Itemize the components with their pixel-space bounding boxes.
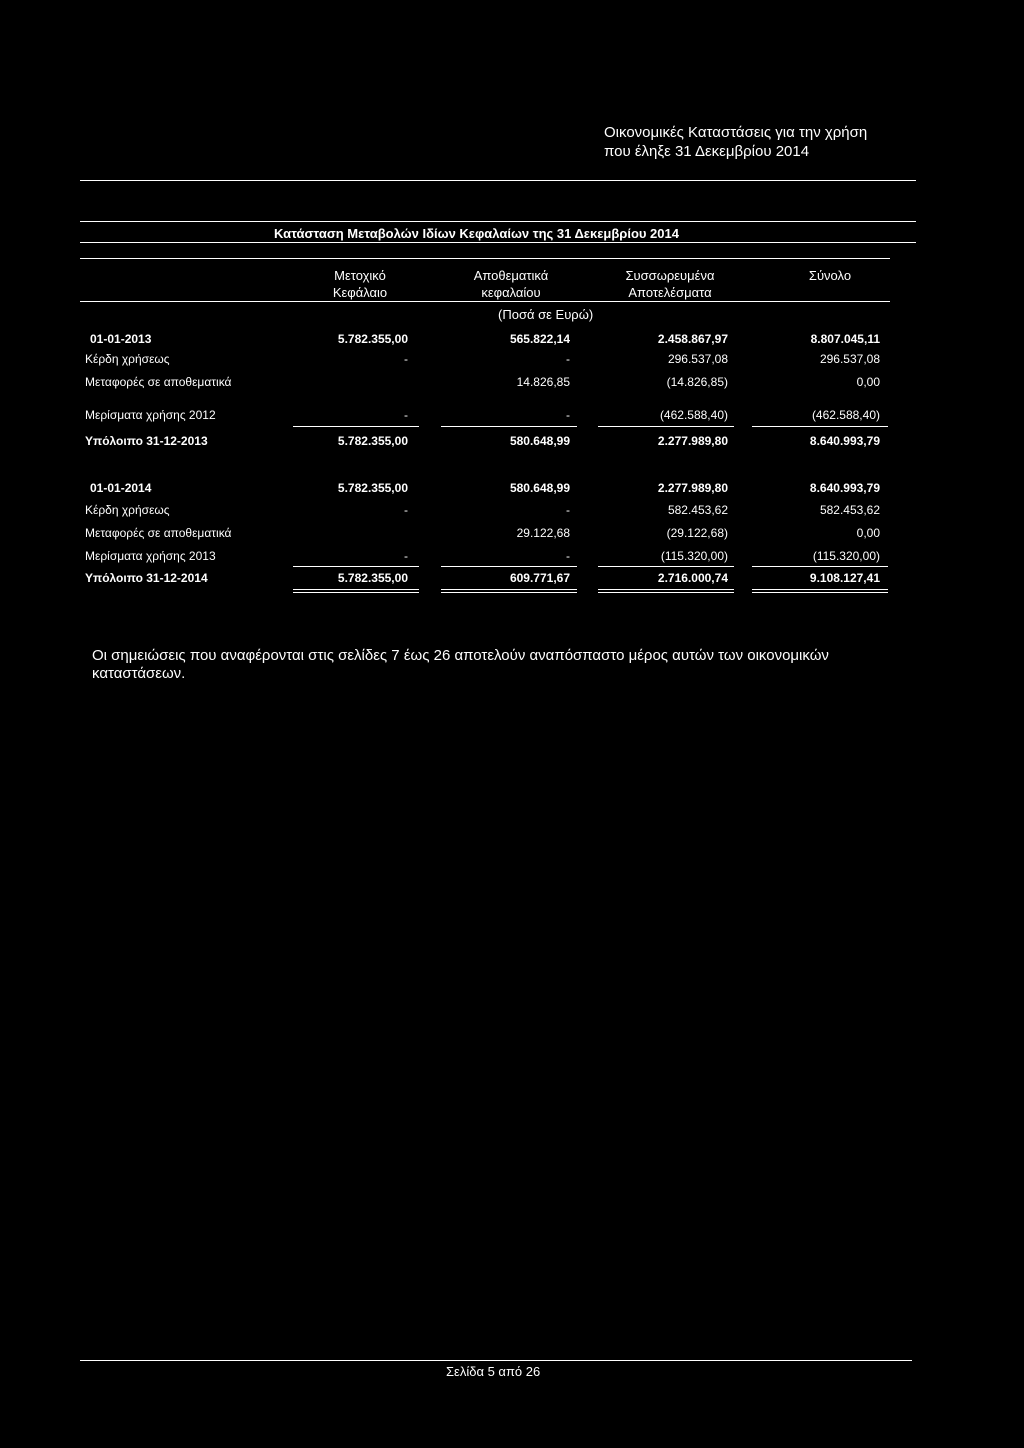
footer-rule: [80, 1360, 912, 1361]
subtotal-underline: [752, 566, 888, 567]
cell-retained-earnings: 2.277.989,80: [657, 481, 728, 495]
notes-reference-line: καταστάσεων.: [92, 665, 186, 682]
cell-total: (462.588,40): [811, 408, 880, 422]
columns-top-rule: [80, 258, 890, 259]
cell-total: 8.640.993,79: [809, 481, 880, 495]
columns-bottom-rule: [80, 301, 890, 302]
column-header-line: Μετοχικό: [334, 268, 386, 283]
total-double-underline: [752, 589, 888, 593]
cell-capital-reserves: 580.648,99: [509, 481, 570, 495]
cell-retained-earnings: (29.122,68): [666, 526, 728, 540]
total-double-underline: [293, 589, 419, 593]
title-bottom-rule: [80, 242, 916, 243]
total-double-underline: [598, 589, 734, 593]
cell-capital-reserves: -: [566, 549, 570, 563]
table-row: [0, 481, 1024, 499]
currency-note: (Ποσά σε Ευρώ): [498, 307, 594, 322]
row-label: Μερίσματα χρήσης 2013: [85, 549, 216, 563]
subtotal-underline: [441, 566, 577, 567]
table-row: [0, 375, 1024, 393]
page-number: Σελίδα 5 από 26: [446, 1364, 541, 1379]
column-header-capital-reserves: [446, 267, 576, 301]
cell-retained-earnings: (462.588,40): [659, 408, 728, 422]
cell-total: 582.453,62: [819, 503, 880, 517]
row-label: Κέρδη χρήσεως: [85, 503, 170, 517]
header-rule: [80, 180, 916, 181]
subtotal-underline: [441, 426, 577, 427]
cell-capital-reserves: 580.648,99: [509, 434, 570, 448]
cell-share-capital: -: [404, 352, 408, 366]
row-label: 01-01-2013: [90, 332, 152, 346]
statement-title: Κατάσταση Μεταβολών Ιδίων Κεφαλαίων της 31 Δεκεμβρίου 2014: [274, 226, 679, 241]
report-title: Οικονομικές Καταστάσεις για την χρήση: [604, 124, 868, 141]
cell-retained-earnings: (14.826,85): [666, 375, 728, 389]
cell-total: 296.537,08: [819, 352, 880, 366]
report-period: που έληξε 31 Δεκεμβρίου 2014: [604, 143, 810, 160]
row-label: Μερίσματα χρήσης 2012: [85, 408, 216, 422]
cell-share-capital: 5.782.355,00: [337, 571, 408, 585]
column-header-share-capital: [300, 267, 420, 301]
cell-capital-reserves: -: [566, 352, 570, 366]
table-row: [0, 332, 1024, 350]
table-row: [0, 549, 1024, 567]
row-label: Υπόλοιπο 31-12-2014: [85, 571, 208, 585]
subtotal-underline: [293, 426, 419, 427]
subtotal-underline: [598, 426, 734, 427]
title-top-rule: [80, 221, 916, 222]
cell-capital-reserves: 14.826,85: [516, 375, 570, 389]
column-header-total: [780, 267, 880, 284]
cell-capital-reserves: -: [566, 408, 570, 422]
table-row: [0, 408, 1024, 426]
row-label: Κέρδη χρήσεως: [85, 352, 170, 366]
cell-capital-reserves: 609.771,67: [509, 571, 570, 585]
cell-share-capital: -: [404, 408, 408, 422]
column-header-line: Συσσωρευμένα: [625, 268, 715, 283]
subtotal-underline: [752, 426, 888, 427]
subtotal-underline: [598, 566, 734, 567]
row-label: Μεταφορές σε αποθεματικά: [85, 526, 232, 540]
cell-share-capital: 5.782.355,00: [337, 481, 408, 495]
cell-total: 9.108.127,41: [809, 571, 880, 585]
cell-capital-reserves: -: [566, 503, 570, 517]
cell-retained-earnings: 2.277.989,80: [657, 434, 728, 448]
cell-retained-earnings: 2.716.000,74: [657, 571, 728, 585]
cell-retained-earnings: (115.320,00): [660, 549, 728, 563]
table-row: [0, 526, 1024, 544]
column-header-line: Κεφάλαιο: [332, 285, 388, 300]
cell-share-capital: 5.782.355,00: [337, 332, 408, 346]
cell-capital-reserves: 29.122,68: [516, 526, 570, 540]
row-label: 01-01-2014: [90, 481, 152, 495]
table-row: [0, 434, 1024, 452]
cell-total: 0,00: [856, 526, 880, 540]
column-header-line: κεφαλαίου: [481, 285, 541, 300]
column-header-line: Αποτελέσματα: [628, 285, 712, 300]
cell-retained-earnings: 2.458.867,97: [657, 332, 728, 346]
column-header-line: Αποθεματικά: [473, 268, 549, 283]
cell-capital-reserves: 565.822,14: [509, 332, 570, 346]
column-header-retained-earnings: [600, 267, 740, 301]
row-label: Υπόλοιπο 31-12-2013: [85, 434, 208, 448]
table-row: [0, 352, 1024, 370]
row-label: Μεταφορές σε αποθεματικά: [85, 375, 232, 389]
cell-total: (115.320,00): [812, 549, 880, 563]
cell-total: 8.640.993,79: [809, 434, 880, 448]
table-row: [0, 571, 1024, 589]
cell-share-capital: -: [404, 549, 408, 563]
notes-reference-line: Οι σημειώσεις που αναφέρονται στις σελίδες 7 έως 26 αποτελούν αναπόσπαστο μέρος αυτών των οικονομικών: [92, 647, 829, 664]
cell-retained-earnings: 582.453,62: [667, 503, 728, 517]
cell-share-capital: 5.782.355,00: [337, 434, 408, 448]
cell-total: 8.807.045,11: [810, 332, 880, 346]
cell-share-capital: -: [404, 503, 408, 517]
cell-total: 0,00: [856, 375, 880, 389]
total-double-underline: [441, 589, 577, 593]
subtotal-underline: [293, 566, 419, 567]
cell-retained-earnings: 296.537,08: [667, 352, 728, 366]
column-header-line: Σύνολο: [808, 268, 852, 283]
table-row: [0, 503, 1024, 521]
